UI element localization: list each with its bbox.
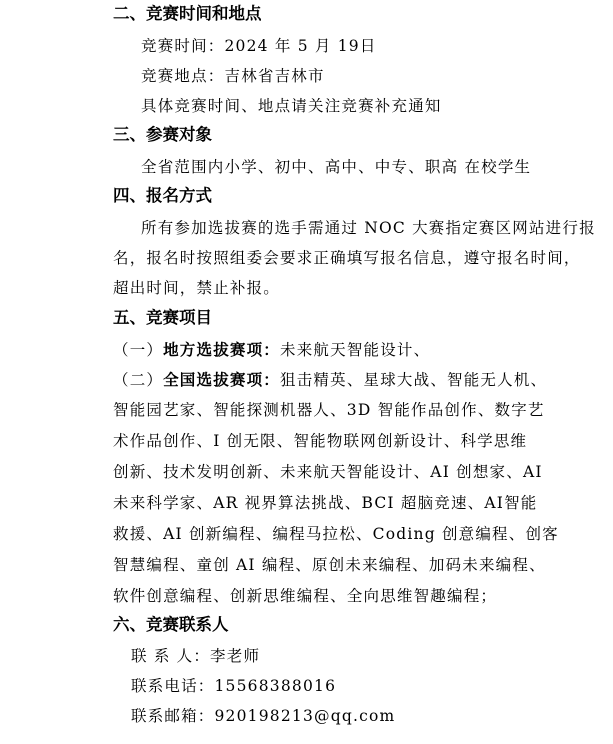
- local-selection-label: （一）: [113, 341, 164, 359]
- national-selection-line: 创新、技术发明创新、未来航天智能设计、AI 创想家、AI: [113, 463, 543, 481]
- local-selection-title: 地方选拔赛项：: [163, 340, 281, 359]
- competition-note: 具体竞赛时间、地点请关注竞赛补充通知: [141, 97, 442, 115]
- competition-place: 竞赛地点：吉林省吉林市: [141, 67, 325, 85]
- contact-phone: 联系电话：15568388016: [131, 677, 337, 695]
- section-3-heading: 三、参赛对象: [113, 125, 212, 144]
- national-selection-line: 未来科学家、AR 视界算法挑战、BCI 超脑竞速、AI智能: [113, 494, 538, 512]
- national-selection-line: 术作品创作、I 创无限、智能物联网创新设计、科学思维: [113, 432, 528, 450]
- section-5-heading: 五、竞赛项目: [113, 308, 212, 327]
- registration-line: 名，报名时按照组委会要求正确填写报名信息，遵守报名时间，: [113, 249, 581, 267]
- national-selection-line: 软件创意编程、创新思维编程、全向思维智趣编程；: [113, 587, 498, 605]
- national-selection-items: 狙击精英、星球大战、智能无人机、: [280, 371, 548, 389]
- section-2-heading: 二、竞赛时间和地点: [113, 4, 262, 23]
- national-selection-label: （二）: [113, 371, 164, 389]
- section-4-heading: 四、报名方式: [113, 186, 212, 205]
- national-selection-title: 全国选拔赛项：: [163, 370, 281, 389]
- national-selection-item: [113, 370, 547, 390]
- national-selection-line: 救援、AI 创新编程、编程马拉松、Coding 创意编程、创客: [113, 525, 559, 543]
- competition-time: 竞赛时间：2024 年 5 月 19日: [141, 37, 377, 55]
- section-6-heading: 六、竞赛联系人: [113, 615, 229, 634]
- contact-person: 联 系 人：李老师: [131, 647, 261, 665]
- local-selection-items: 未来航天智能设计、: [280, 341, 431, 359]
- national-selection-line: 智能园艺家、智能探测机器人、3D 智能作品创作、数字艺: [113, 401, 545, 419]
- contact-email: 联系邮箱：920198213@qq.com: [131, 707, 396, 725]
- participants-text: 全省范围内小学、初中、高中、中专、职高 在校学生: [141, 158, 532, 176]
- registration-line: 所有参加选拔赛的选手需通过 NOC 大赛指定赛区网站进行报: [141, 219, 596, 237]
- national-selection-line: 智慧编程、童创 AI 编程、原创未来编程、加码未来编程、: [113, 556, 546, 574]
- registration-line: 超出时间，禁止补报。: [113, 279, 281, 297]
- local-selection-item: [113, 340, 430, 360]
